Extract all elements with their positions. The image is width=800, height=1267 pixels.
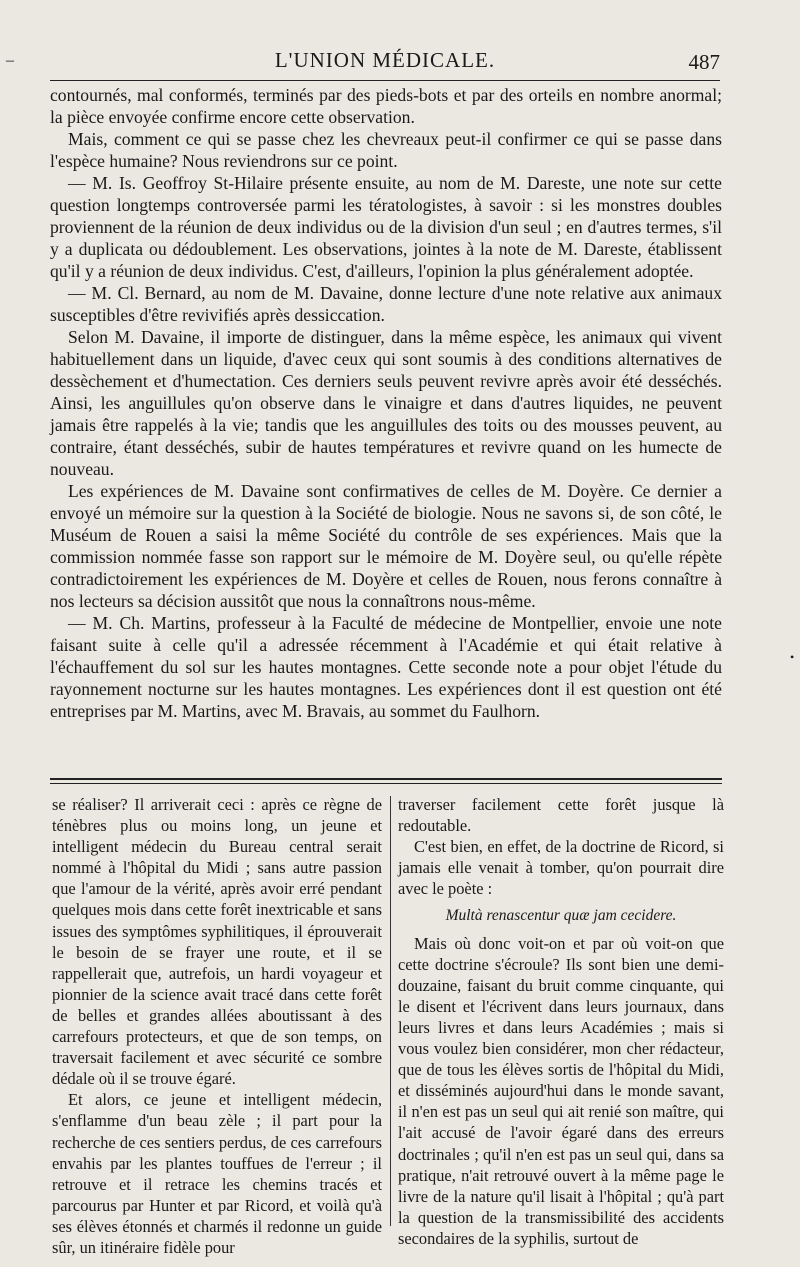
margin-dash: – — [6, 52, 14, 69]
feuilleton-paragraph: Mais où donc voit-on et par où voit-on que cette doctrine s'écroule? Ils sont bien une demi-douzaine, faisant du bruit comme cinquante, qui le disent et l'écrivent dans leurs journaux, dans leurs livres et dans leurs Académies ; mais si vous voulez bien considérer, mon cher rédacteur, que de tous les élèves sortis de l'hôpital du Midi, et disséminés aujourd'hui dans le monde savant, il n'en est pas un seul qui ait renié son maître, qui l'ait accusé de l'avoir égaré dans des erreurs doctrinales ; qu'il n'en est pas un seul qui, dans sa pratique, n'ait retrouvé ouvert à la même page le livre de la nature qu'il lisait à l'hôpital ; qu'à part la question de la transmissibilité des accidents secondaires de la syphilis, surtout de — [398, 933, 724, 1248]
article-paragraph: — M. Cl. Bernard, au nom de M. Davaine, donne lecture d'une note relative aux animaux susceptibles d'être revivifiés après dessiccation. — [50, 283, 722, 325]
article-paragraph: Mais, comment ce qui se passe chez les chevreaux peut-il confirmer ce qui se passe dans l'espèce humaine? Nous reviendrons sur ce point. — [50, 129, 722, 171]
header-rule — [50, 80, 720, 81]
article-paragraph: contournés, mal conformés, terminés par des pieds-bots et par des orteils en nombre anormal; la pièce envoyée confirme encore cette observation. — [50, 85, 722, 127]
feuilleton-paragraph: traverser facilement cette forêt jusque là redoutable. — [398, 795, 724, 836]
margin-dot: • — [790, 650, 795, 664]
article-paragraph: Selon M. Davaine, il importe de distinguer, dans la même espèce, les animaux qui vivent habituellement dans un liquide, d'avec ceux qui sont soumis à des conditions alternatives de dessèchement et d'humectation. Ces derniers seuls peuvent revivre après avoir été desséchés. Ainsi, les anguillules qu'on observe dans le vinaigre et dans d'autres liquides, ne peuvent jamais être rappelés à la vie; tandis que les anguillules des toits ou des mousses peuvent, au contraire, étant desséchés, subir de hautes températures et revivre quand on les humecte de nouveau. — [50, 327, 722, 479]
feuilleton-paragraph: Et alors, ce jeune et intelligent médecin, s'enflamme d'un beau zèle ; il part pour la recherche de ces sentiers perdus, de ces carrefours envahis par les plantes touffues de l'erreur ; il retrouve et il retrace les chemins tracés et parcourus par Hunter et par Ricord, et voilà qu'à ses élèves étonnés et charmés il redonne un guide sûr, un itinéraire fidèle pour — [52, 1090, 382, 1257]
feuilleton-paragraph: C'est bien, en effet, de la doctrine de Ricord, si jamais elle venait à tomber, qu'on pourrait dire avec le poète : — [398, 837, 724, 899]
column-divider — [390, 796, 391, 1226]
main-article — [50, 84, 722, 722]
page-number: 487 — [688, 50, 720, 74]
page-header — [50, 42, 720, 74]
feuilleton-left-column — [52, 794, 382, 1258]
journal-title: L'UNION MÉDICALE. — [274, 48, 496, 72]
feuilleton-paragraph: se réaliser? Il arriverait ceci : après ce règne de ténèbres plus ou moins long, un jeune et intelligent médecin du Bureau central serait nommé à l'hôpital du Midi ; sans autre passion que l'amour de la vérité, après avoir erré pendant quelques mois dans cette forêt inextricable et sans issues des symptômes syphilitiques, il éprouverait le besoin de se frayer une route, et il se rappellerait que, autrefois, un hardi voyageur et pionnier de la science avait tracé dans cette forêt de belles et grandes allées aboutissant à des carrefours protecteurs, et que de son temps, on traversait facilement et avec sécurité ce sombre dédale où il se trouve égaré. — [52, 795, 382, 1089]
article-paragraph: — M. Is. Geoffroy St-Hilaire présente ensuite, au nom de M. Dareste, une note sur cette question longtemps controversée parmi les tératologistes, à savoir : si les monstres doubles proviennent de la réunion de deux individus ou de la division d'un seul ; en d'autres termes, s'il y a duplicata ou dédoublement. Les observations, jointes à la note de M. Dareste, établissent qu'il y a réunion de deux individus. C'est, d'ailleurs, l'opinion la plus généralement adoptée. — [50, 173, 722, 281]
feuilleton-separator — [50, 778, 722, 784]
latin-quote: Multà renascentur quæ jam cecidere. — [445, 907, 677, 925]
article-paragraph: Les expériences de M. Davaine sont confirmatives de celles de M. Doyère. Ce dernier a envoyé un mémoire sur la question à la Société de biologie. Nous ne savons si, de son côté, le Muséum de Rouen a saisi la même Société du contrôle de ses expériences. Mais que la commission nommée fasse son rapport sur le mémoire de M. Doyère seul, ou qu'elle répète contradictoirement les expériences de M. Doyère et celles de Rouen, nous ferons connaître à nos lecteurs sa décision aussitôt que nous la connaîtrons nous-même. — [50, 481, 722, 611]
feuilleton-right-column — [398, 794, 724, 1249]
article-paragraph: — M. Ch. Martins, professeur à la Faculté de médecine de Montpellier, envoie une note faisant suite à celle qu'il a adressée récemment à l'Académie et qui était relative à l'échauffement du sol sur les hautes montagnes. Cette seconde note a pour objet l'étude du rayonnement nocturne sur les hautes montagnes. Les expériences dont il est question ont été entreprises par M. Martins, avec M. Bravais, au sommet du Faulhorn. — [50, 613, 722, 721]
